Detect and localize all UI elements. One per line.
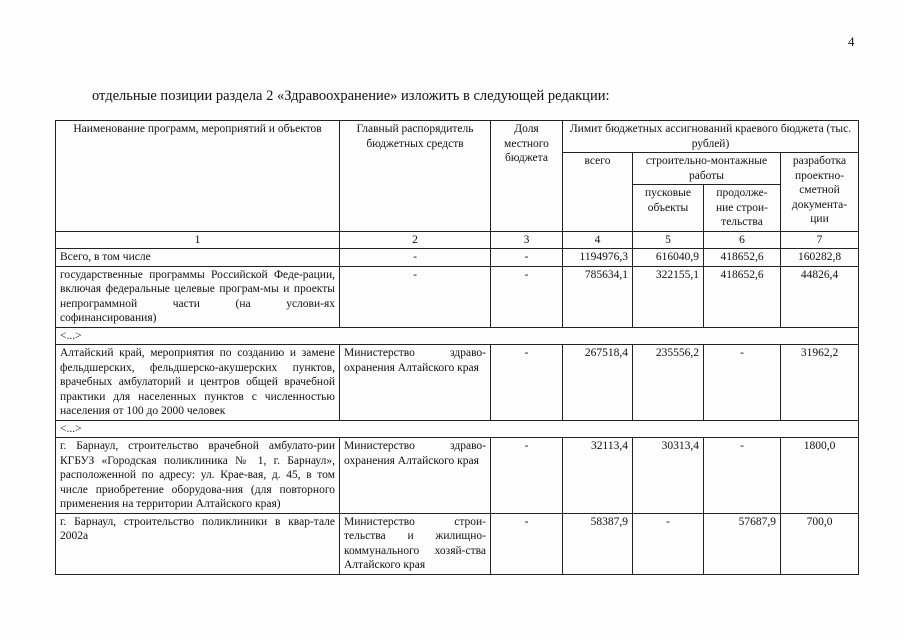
row-manager: - xyxy=(340,266,491,327)
row-share: - xyxy=(491,345,563,421)
column-number: 1 xyxy=(56,231,340,249)
row-design: 1800,0 xyxy=(781,438,859,514)
row-continuing: 418652,6 xyxy=(704,266,781,327)
row-total: 785634,1 xyxy=(563,266,633,327)
column-number: 3 xyxy=(491,231,563,249)
page-number: 4 xyxy=(848,34,855,49)
row-total: 32113,4 xyxy=(563,438,633,514)
row-name: государственные программы Российской Феде-рации, включая федеральные целевые програм-мы и проекты непрограммной части (на услови-ях софинансирования) xyxy=(56,266,340,327)
row-launch: 616040,9 xyxy=(633,249,704,267)
row-continuing: - xyxy=(704,438,781,514)
header-launch: пусковые объекты xyxy=(633,185,704,232)
row-name: Алтайский край, мероприятия по созданию и замене фельдшерских, фельдшерско-акушерских пунктов, врачебных амбулаторий и центров общей врачебной практики для населенных пунктов с численностью населения от 100 до 2000 человек xyxy=(56,345,340,421)
header-continuing: продолже-ние строи-тельства xyxy=(704,185,781,232)
column-number: 7 xyxy=(781,231,859,249)
row-total: 267518,4 xyxy=(563,345,633,421)
row-launch: 235556,2 xyxy=(633,345,704,421)
row-share: - xyxy=(491,249,563,267)
row-total: 1194976,3 xyxy=(563,249,633,267)
row-launch: 322155,1 xyxy=(633,266,704,327)
row-launch: 30313,4 xyxy=(633,438,704,514)
column-number: 4 xyxy=(563,231,633,249)
header-construction: строительно-монтажные работы xyxy=(633,153,781,185)
row-launch: - xyxy=(633,513,704,574)
row-share: - xyxy=(491,266,563,327)
table-row xyxy=(56,438,859,514)
row-manager: - xyxy=(340,249,491,267)
row-design: 31962,2 xyxy=(781,345,859,421)
row-continuing: - xyxy=(704,345,781,421)
ellipsis-row xyxy=(56,327,859,345)
table-row xyxy=(56,345,859,421)
header-manager: Главный распорядитель бюджетных средств xyxy=(340,121,491,232)
table-row xyxy=(56,249,859,267)
row-manager: Министерство здраво-охранения Алтайского края xyxy=(340,438,491,514)
intro-text: отдельные позиции раздела 2 «Здравоохранение» изложить в следующей редакции: xyxy=(92,88,610,104)
row-total: 58387,9 xyxy=(563,513,633,574)
header-local-share: Доля местного бюджета xyxy=(491,121,563,232)
header-total: всего xyxy=(563,153,633,232)
header-name: Наименование программ, мероприятий и объектов xyxy=(56,121,340,232)
ellipsis-row xyxy=(56,420,859,438)
budget-table xyxy=(55,120,859,575)
row-manager: Министерство строи-тельства и жилищно-коммунального хозяй-ства Алтайского края xyxy=(340,513,491,574)
table-row xyxy=(56,513,859,574)
row-continuing: 418652,6 xyxy=(704,249,781,267)
column-number: 6 xyxy=(704,231,781,249)
table-row xyxy=(56,266,859,327)
row-continuing: 57687,9 xyxy=(704,513,781,574)
row-name: Всего, в том числе xyxy=(56,249,340,267)
ellipsis-text: <...> xyxy=(56,420,859,438)
header-limit: Лимит бюджетных ассигнований краевого бюджета (тыс. рублей) xyxy=(563,121,859,153)
column-number: 2 xyxy=(340,231,491,249)
row-design: 160282,8 xyxy=(781,249,859,267)
column-numbers-row xyxy=(56,231,859,249)
column-number: 5 xyxy=(633,231,704,249)
row-share: - xyxy=(491,438,563,514)
row-name: г. Барнаул, строительство поликлиники в квар-тале 2002а xyxy=(56,513,340,574)
header-design: разработка проектно-сметной документа-ции xyxy=(781,153,859,232)
row-design: 44826,4 xyxy=(781,266,859,327)
ellipsis-text: <...> xyxy=(56,327,859,345)
row-name: г. Барнаул, строительство врачебной амбулато-рии КГБУЗ «Городская поликлиника № 1, г. Барнаул», расположенной по адресу: ул. Крае-вая, д. 45, в том числе приобретение оборудова-ния (для повторного применения на территории Алтайского края) xyxy=(56,438,340,514)
row-design: 700,0 xyxy=(781,513,859,574)
row-share: - xyxy=(491,513,563,574)
row-manager: Министерство здраво-охранения Алтайского края xyxy=(340,345,491,421)
